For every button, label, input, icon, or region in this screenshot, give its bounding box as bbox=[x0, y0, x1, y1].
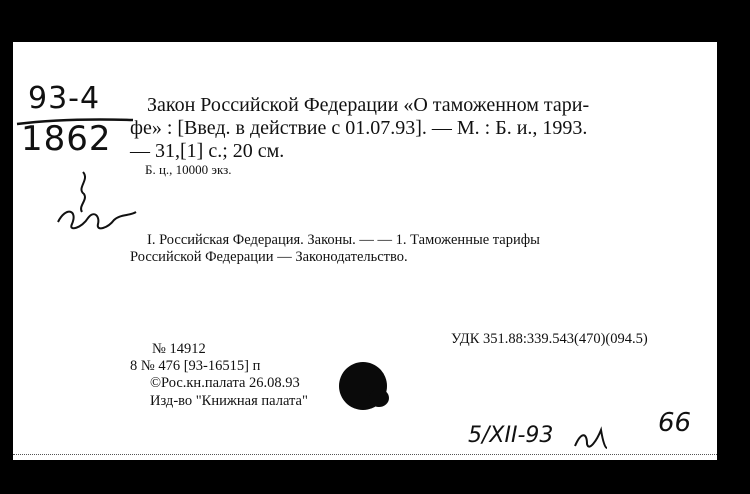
publisher-line: Изд-во "Книжная палата" bbox=[150, 393, 308, 409]
udk-code: УДК 351.88:339.543(470)(094.5) bbox=[451, 331, 648, 347]
entry-line-3: — 31,[1] с.; 20 см. bbox=[130, 140, 285, 162]
handwritten-date-note: 5/XII-93 bbox=[468, 423, 554, 448]
entry-line-1: Закон Российской Федерации «О таможенном тари- bbox=[147, 94, 590, 116]
handwritten-shelfmark-bottom: 1862 bbox=[21, 119, 112, 159]
handwritten-initials: 66 bbox=[658, 408, 692, 438]
ink-blot bbox=[333, 358, 393, 414]
order-line: 8 № 476 [93-16515] п bbox=[130, 358, 261, 374]
copyright-line: ©Рос.кн.палата 26.08.93 bbox=[150, 375, 300, 391]
subject-line-1: I. Российская Федерация. Законы. — — 1. Таможенные тарифы bbox=[147, 232, 540, 248]
card-number: № 14912 bbox=[152, 341, 206, 357]
entry-line-2: фе» : [Введ. в действие с 01.07.93]. — М. : Б. и., 1993. bbox=[130, 117, 588, 139]
entry-line-4: Б. ц., 10000 экз. bbox=[145, 162, 232, 177]
handwritten-shelfmark-top: 93-4 bbox=[28, 81, 101, 116]
catalog-card bbox=[13, 42, 717, 460]
subject-line-2: Российской Федерации — Законодательство. bbox=[130, 249, 408, 265]
handwritten-date-tail bbox=[573, 426, 609, 454]
handwritten-scribble bbox=[38, 170, 148, 240]
